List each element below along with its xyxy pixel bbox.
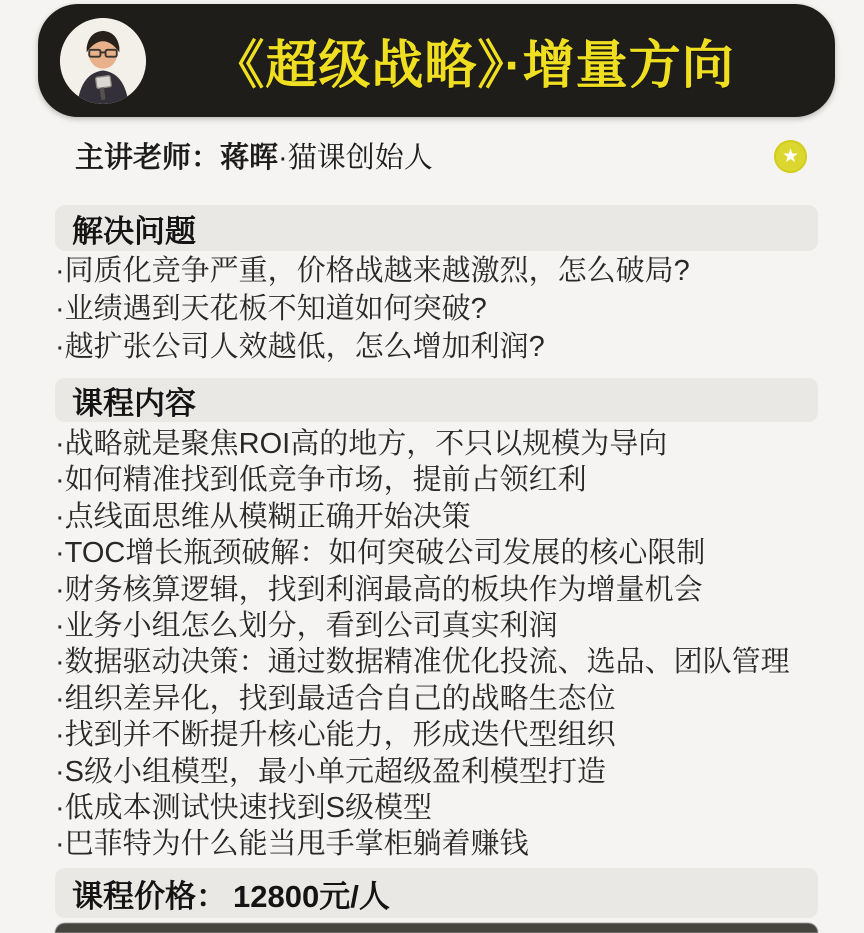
list-item: ·巴菲特为什么能当甩手掌柜躺着赚钱 (55, 828, 529, 861)
price-band (55, 868, 818, 918)
list-item: ·找到并不断提升核心能力，形成迭代型组织 (55, 719, 616, 752)
instructor-label: 主讲老师： (75, 142, 221, 174)
section-heading-contents (55, 378, 818, 422)
list-item: ·低成本测试快速找到S级模型 (55, 792, 433, 825)
instructor-line (75, 139, 433, 177)
star-glyph: ★ (781, 146, 800, 167)
contents-list (55, 426, 825, 863)
section-heading-problems (55, 205, 818, 251)
section-heading-label: 解决问题 (72, 213, 196, 249)
list-item: ·战略就是聚焦ROI高的地方，不只以规模为导向 (55, 428, 668, 460)
list-item: ·组织差异化，找到最适合自己的战略生态位 (55, 682, 616, 715)
star-badge-icon (774, 140, 807, 173)
list-item: ·业务小组怎么划分，看到公司真实利润 (55, 610, 558, 643)
list-item: ·业绩遇到天花板不知道如何突破? (55, 293, 487, 325)
list-item: ·同质化竞争严重，价格战越来越激烈，怎么破局? (55, 255, 690, 287)
instructor-avatar (60, 18, 146, 104)
instructor-name: 蒋晖 (220, 142, 279, 174)
price-label: 课程价格： (72, 878, 227, 914)
price-value: 12800元/人 (233, 878, 390, 914)
list-item: ·数据驱动决策：通过数据精准优化投流、选品、团队管理 (55, 646, 790, 679)
instructor-affiliation: ·猫课创始人 (278, 142, 433, 174)
problems-list (55, 252, 825, 366)
list-item: ·如何精准找到低竞争市场，提前占领红利 (55, 464, 587, 497)
course-title: 《超级战略》·增量方向 (212, 37, 735, 95)
list-item: ·点线面思维从模糊正确开始决策 (55, 500, 471, 533)
list-item: ·S级小组模型，最小单元超级盈利模型打造 (55, 755, 607, 788)
section-heading-label: 课程内容 (72, 385, 196, 421)
list-item: ·越扩张公司人效越低，怎么增加利润? (55, 331, 545, 363)
header (38, 4, 835, 117)
next-card-edge (55, 923, 818, 933)
person-photo-icon (60, 18, 146, 104)
list-item: ·财务核算逻辑，找到利润最高的板块作为增量机会 (55, 573, 703, 606)
list-item: ·TOC增长瓶颈破解：如何突破公司发展的核心限制 (55, 537, 706, 570)
